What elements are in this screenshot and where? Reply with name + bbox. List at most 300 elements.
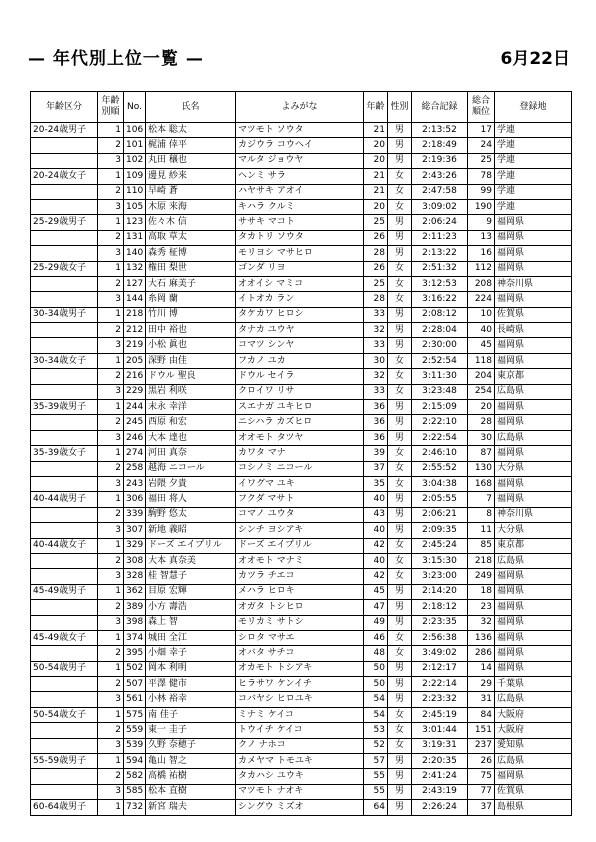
row-name: 田中 裕也: [146, 323, 236, 338]
row-no: 140: [124, 246, 146, 261]
row-no: 374: [124, 630, 146, 645]
row-age: 21: [364, 123, 388, 138]
row-no: 274: [124, 446, 146, 461]
row-region: 長崎県: [495, 323, 572, 338]
row-region: 福岡県: [495, 415, 572, 430]
table-row: [31, 692, 572, 707]
row-category: [31, 507, 98, 522]
row-rank: 3: [98, 199, 124, 214]
row-name: 深野 由佳: [146, 353, 236, 368]
row-category: [31, 784, 98, 799]
row-region: 福岡県: [495, 600, 572, 615]
row-no: 102: [124, 153, 146, 168]
row-sex: 女: [388, 707, 412, 722]
row-sex: 男: [388, 215, 412, 230]
table-row: [31, 123, 572, 138]
row-region: 学連: [495, 184, 572, 199]
row-overall: 29: [468, 677, 495, 692]
row-region: 学連: [495, 153, 572, 168]
table-row: [31, 184, 572, 199]
row-sex: 男: [388, 584, 412, 599]
row-sex: 男: [388, 769, 412, 784]
row-kana: タカハシ ユウキ: [236, 769, 364, 784]
row-age: 35: [364, 476, 388, 491]
row-time: 2:14:20: [412, 584, 468, 599]
row-no: 561: [124, 692, 146, 707]
row-no: 582: [124, 769, 146, 784]
row-kana: ドウル セイラ: [236, 369, 364, 384]
row-name: 竹川 博: [146, 307, 236, 322]
row-time: 2:15:09: [412, 400, 468, 415]
row-region: 学連: [495, 123, 572, 138]
row-age: 33: [364, 384, 388, 399]
table-header-row: [31, 92, 572, 123]
row-kana: ヒラサワ ケンイチ: [236, 677, 364, 692]
row-name: 河田 真奈: [146, 446, 236, 461]
row-category: [31, 677, 98, 692]
row-age: 43: [364, 507, 388, 522]
row-overall: 168: [468, 476, 495, 491]
row-sex: 女: [388, 169, 412, 184]
row-time: 2:13:52: [412, 123, 468, 138]
table-row: [31, 800, 572, 815]
row-category: [31, 199, 98, 214]
row-age: 25: [364, 276, 388, 291]
row-time: 2:43:26: [412, 169, 468, 184]
row-kana: オバタ サチコ: [236, 646, 364, 661]
row-region: 学連: [495, 169, 572, 184]
row-category: [31, 476, 98, 491]
row-sex: 男: [388, 430, 412, 445]
row-age: 50: [364, 677, 388, 692]
row-no: 362: [124, 584, 146, 599]
row-name: 新宮 瑞夫: [146, 800, 236, 815]
row-age: 53: [364, 723, 388, 738]
row-rank: 3: [98, 292, 124, 307]
row-age: 21: [364, 184, 388, 199]
row-age: 40: [364, 523, 388, 538]
row-time: 3:49:02: [412, 646, 468, 661]
row-region: 広島県: [495, 692, 572, 707]
row-rank: 2: [98, 600, 124, 615]
row-region: 福岡県: [495, 292, 572, 307]
table-row: [31, 677, 572, 692]
row-name: 木原 来海: [146, 199, 236, 214]
header-name: 氏名: [146, 92, 236, 123]
row-category: [31, 338, 98, 353]
row-category: [31, 523, 98, 538]
table-row: [31, 769, 572, 784]
row-category: [31, 723, 98, 738]
row-kana: カワタ マナ: [236, 446, 364, 461]
row-sex: 男: [388, 615, 412, 630]
row-name: 亀山 智之: [146, 754, 236, 769]
row-region: 福岡県: [495, 569, 572, 584]
row-age: 36: [364, 415, 388, 430]
row-rank: 3: [98, 523, 124, 538]
table-row: [31, 199, 572, 214]
row-overall: 84: [468, 707, 495, 722]
row-sex: 男: [388, 400, 412, 415]
row-kana: シロタ マサエ: [236, 630, 364, 645]
row-region: 福岡県: [495, 476, 572, 491]
row-sex: 女: [388, 446, 412, 461]
row-region: 佐賀県: [495, 307, 572, 322]
row-kana: フクダ マサト: [236, 492, 364, 507]
table-row: [31, 461, 572, 476]
row-no: 127: [124, 276, 146, 291]
row-kana: コシノミ ニコール: [236, 461, 364, 476]
row-time: 2:23:35: [412, 615, 468, 630]
row-no: 101: [124, 138, 146, 153]
row-no: 123: [124, 215, 146, 230]
row-rank: 2: [98, 184, 124, 199]
row-sex: 女: [388, 199, 412, 214]
row-region: 千葉県: [495, 677, 572, 692]
row-kana: ニシハラ カズヒロ: [236, 415, 364, 430]
row-no: 110: [124, 184, 146, 199]
row-overall: 25: [468, 153, 495, 168]
row-category: [31, 553, 98, 568]
table-row: [31, 446, 572, 461]
row-overall: 7: [468, 492, 495, 507]
row-sex: 女: [388, 184, 412, 199]
table-row: [31, 230, 572, 245]
row-region: 福岡県: [495, 769, 572, 784]
row-kana: タカトリ ソウタ: [236, 230, 364, 245]
race-date: 6月22日: [500, 49, 570, 69]
row-overall: 249: [468, 569, 495, 584]
row-age: 28: [364, 246, 388, 261]
table-row: [31, 338, 572, 353]
row-overall: 8: [468, 507, 495, 522]
row-region: 佐賀県: [495, 784, 572, 799]
table-row: [31, 754, 572, 769]
row-name: 早崎 蒼: [146, 184, 236, 199]
row-name: 松本 聡太: [146, 123, 236, 138]
row-sex: 女: [388, 538, 412, 553]
row-time: 2:28:04: [412, 323, 468, 338]
row-age: 57: [364, 754, 388, 769]
row-no: 507: [124, 677, 146, 692]
row-no: 594: [124, 754, 146, 769]
row-kana: カメヤマ トモユキ: [236, 754, 364, 769]
row-age: 52: [364, 738, 388, 753]
header-no: No.: [124, 92, 146, 123]
row-age: 21: [364, 169, 388, 184]
row-sex: 女: [388, 369, 412, 384]
table-row: [31, 261, 572, 276]
row-category: 60-64歳男子: [31, 800, 98, 815]
row-age: 30: [364, 353, 388, 368]
row-sex: 女: [388, 292, 412, 307]
row-overall: 28: [468, 415, 495, 430]
row-category: [31, 384, 98, 399]
row-name: 末永 幸洋: [146, 400, 236, 415]
row-sex: 女: [388, 461, 412, 476]
row-region: 大阪府: [495, 723, 572, 738]
row-time: 2:06:24: [412, 215, 468, 230]
row-category: 30-34歳女子: [31, 353, 98, 368]
row-region: 神奈川県: [495, 507, 572, 522]
row-sex: 男: [388, 800, 412, 815]
row-overall: 14: [468, 661, 495, 676]
row-overall: 37: [468, 800, 495, 815]
row-name: 桂 智慧子: [146, 569, 236, 584]
row-sex: 女: [388, 738, 412, 753]
row-kana: シングウ ミズオ: [236, 800, 364, 815]
row-kana: カツラ チエコ: [236, 569, 364, 584]
row-overall: 78: [468, 169, 495, 184]
row-region: 島根県: [495, 800, 572, 815]
row-category: 50-54歳女子: [31, 707, 98, 722]
row-no: 144: [124, 292, 146, 307]
row-no: 205: [124, 353, 146, 368]
row-region: 大阪府: [495, 707, 572, 722]
row-name: 高取 草太: [146, 230, 236, 245]
table-row: [31, 738, 572, 753]
row-name: 久野 奈穂子: [146, 738, 236, 753]
row-kana: スエナガ ユキヒロ: [236, 400, 364, 415]
header-kana: よみがな: [236, 92, 364, 123]
row-time: 2:55:52: [412, 461, 468, 476]
row-category: [31, 738, 98, 753]
row-overall: 11: [468, 523, 495, 538]
row-sex: 女: [388, 646, 412, 661]
row-kana: コマツ シンヤ: [236, 338, 364, 353]
row-region: 福岡県: [495, 215, 572, 230]
row-category: [31, 461, 98, 476]
row-name: ドウル 聖良: [146, 369, 236, 384]
row-kana: オオモト タツヤ: [236, 430, 364, 445]
row-sex: 男: [388, 661, 412, 676]
row-category: [31, 276, 98, 291]
row-sex: 男: [388, 123, 412, 138]
row-category: 35-39歳男子: [31, 400, 98, 415]
row-rank: 3: [98, 384, 124, 399]
row-rank: 2: [98, 415, 124, 430]
row-region: 福岡県: [495, 261, 572, 276]
row-overall: 151: [468, 723, 495, 738]
row-time: 2:22:14: [412, 677, 468, 692]
table-row: [31, 661, 572, 676]
row-age: 26: [364, 261, 388, 276]
row-no: 502: [124, 661, 146, 676]
row-region: 学連: [495, 138, 572, 153]
row-age: 54: [364, 707, 388, 722]
row-time: 2:08:12: [412, 307, 468, 322]
table-row: [31, 569, 572, 584]
row-age: 45: [364, 584, 388, 599]
table-row: [31, 523, 572, 538]
results-table: [30, 91, 572, 816]
row-rank: 2: [98, 276, 124, 291]
row-overall: 31: [468, 692, 495, 707]
row-kana: ササキ マコト: [236, 215, 364, 230]
row-kana: クロイワ リサ: [236, 384, 364, 399]
row-region: 福岡県: [495, 630, 572, 645]
row-time: 3:19:31: [412, 738, 468, 753]
row-name: 梶浦 倖平: [146, 138, 236, 153]
row-name: 松本 直樹: [146, 784, 236, 799]
row-sex: 男: [388, 323, 412, 338]
row-overall: 23: [468, 600, 495, 615]
row-name: 城田 全江: [146, 630, 236, 645]
row-rank: 3: [98, 738, 124, 753]
row-rank: 1: [98, 492, 124, 507]
row-kana: クノ ナホコ: [236, 738, 364, 753]
row-rank: 3: [98, 615, 124, 630]
row-overall: 136: [468, 630, 495, 645]
row-time: 2:45:19: [412, 707, 468, 722]
row-time: 3:01:44: [412, 723, 468, 738]
row-no: 244: [124, 400, 146, 415]
row-age: 49: [364, 615, 388, 630]
table-row: [31, 323, 572, 338]
row-kana: マルタ ジョウヤ: [236, 153, 364, 168]
row-rank: 2: [98, 769, 124, 784]
row-rank: 2: [98, 553, 124, 568]
row-overall: 224: [468, 292, 495, 307]
row-region: 福岡県: [495, 353, 572, 368]
row-age: 32: [364, 369, 388, 384]
row-rank: 1: [98, 400, 124, 415]
row-overall: 130: [468, 461, 495, 476]
row-region: 福岡県: [495, 338, 572, 353]
row-kana: オオイシ マミコ: [236, 276, 364, 291]
table-row: [31, 630, 572, 645]
row-overall: 237: [468, 738, 495, 753]
row-no: 389: [124, 600, 146, 615]
row-no: 328: [124, 569, 146, 584]
row-overall: 45: [468, 338, 495, 353]
row-category: [31, 153, 98, 168]
row-region: 広島県: [495, 754, 572, 769]
row-rank: 2: [98, 369, 124, 384]
row-no: 243: [124, 476, 146, 491]
row-rank: 1: [98, 169, 124, 184]
row-no: 229: [124, 384, 146, 399]
row-rank: 1: [98, 215, 124, 230]
table-row: [31, 615, 572, 630]
row-sex: 女: [388, 276, 412, 291]
row-kana: マツモト ナオキ: [236, 784, 364, 799]
row-kana: イトオカ ラン: [236, 292, 364, 307]
row-overall: 13: [468, 230, 495, 245]
row-name: 岡本 利明: [146, 661, 236, 676]
table-row: [31, 307, 572, 322]
row-rank: 2: [98, 323, 124, 338]
row-category: [31, 246, 98, 261]
table-row: [31, 292, 572, 307]
table-row: [31, 384, 572, 399]
row-name: 森秀 柾博: [146, 246, 236, 261]
table-row: [31, 369, 572, 384]
row-region: 福岡県: [495, 400, 572, 415]
row-sex: 女: [388, 569, 412, 584]
row-age: 33: [364, 307, 388, 322]
row-time: 2:18:49: [412, 138, 468, 153]
row-category: 25-29歳男子: [31, 215, 98, 230]
row-category: [31, 323, 98, 338]
row-no: 212: [124, 323, 146, 338]
row-name: 岩隈 夕貴: [146, 476, 236, 491]
row-kana: ドーズ エイプリル: [236, 538, 364, 553]
row-overall: 40: [468, 323, 495, 338]
table-row: [31, 138, 572, 153]
row-kana: オカモト トシアキ: [236, 661, 364, 676]
row-kana: モリヨシ マサヒロ: [236, 246, 364, 261]
row-overall: 87: [468, 446, 495, 461]
table-row: [31, 353, 572, 368]
row-no: 732: [124, 800, 146, 815]
row-category: [31, 769, 98, 784]
row-sex: 男: [388, 677, 412, 692]
row-kana: モリカミ サトシ: [236, 615, 364, 630]
row-time: 2:12:17: [412, 661, 468, 676]
row-overall: 30: [468, 430, 495, 445]
row-no: 131: [124, 230, 146, 245]
row-age: 42: [364, 569, 388, 584]
row-time: 2:18:12: [412, 600, 468, 615]
row-overall: 9: [468, 215, 495, 230]
row-region: 福岡県: [495, 615, 572, 630]
row-name: 権田 梨世: [146, 261, 236, 276]
row-rank: 1: [98, 754, 124, 769]
row-sex: 男: [388, 507, 412, 522]
row-name: 目原 宏輝: [146, 584, 236, 599]
row-name: 小林 裕幸: [146, 692, 236, 707]
row-rank: 2: [98, 646, 124, 661]
row-category: 45-49歳女子: [31, 630, 98, 645]
row-no: 398: [124, 615, 146, 630]
row-rank: 2: [98, 723, 124, 738]
row-region: 神奈川県: [495, 276, 572, 291]
row-name: 高橋 祐樹: [146, 769, 236, 784]
row-no: 395: [124, 646, 146, 661]
row-kana: ヘンミ サラ: [236, 169, 364, 184]
row-name: 駒野 悠太: [146, 507, 236, 522]
row-kana: マツモト ソウタ: [236, 123, 364, 138]
row-rank: 1: [98, 584, 124, 599]
row-age: 55: [364, 769, 388, 784]
row-time: 2:19:36: [412, 153, 468, 168]
row-time: 3:23:48: [412, 384, 468, 399]
row-rank: 2: [98, 507, 124, 522]
row-time: 3:11:30: [412, 369, 468, 384]
row-rank: 1: [98, 800, 124, 815]
row-name: 西原 和宏: [146, 415, 236, 430]
row-category: [31, 415, 98, 430]
row-no: 539: [124, 738, 146, 753]
row-sex: 女: [388, 723, 412, 738]
row-rank: 2: [98, 230, 124, 245]
row-age: 37: [364, 461, 388, 476]
row-region: 大分県: [495, 523, 572, 538]
row-name: 森上 智: [146, 615, 236, 630]
row-overall: 112: [468, 261, 495, 276]
row-sex: 男: [388, 600, 412, 615]
row-sex: 男: [388, 415, 412, 430]
row-category: [31, 692, 98, 707]
row-time: 2:22:54: [412, 430, 468, 445]
table-row: [31, 153, 572, 168]
row-sex: 男: [388, 492, 412, 507]
row-overall: 218: [468, 553, 495, 568]
row-kana: タケカワ ヒロシ: [236, 307, 364, 322]
row-time: 2:41:24: [412, 769, 468, 784]
row-age: 40: [364, 492, 388, 507]
